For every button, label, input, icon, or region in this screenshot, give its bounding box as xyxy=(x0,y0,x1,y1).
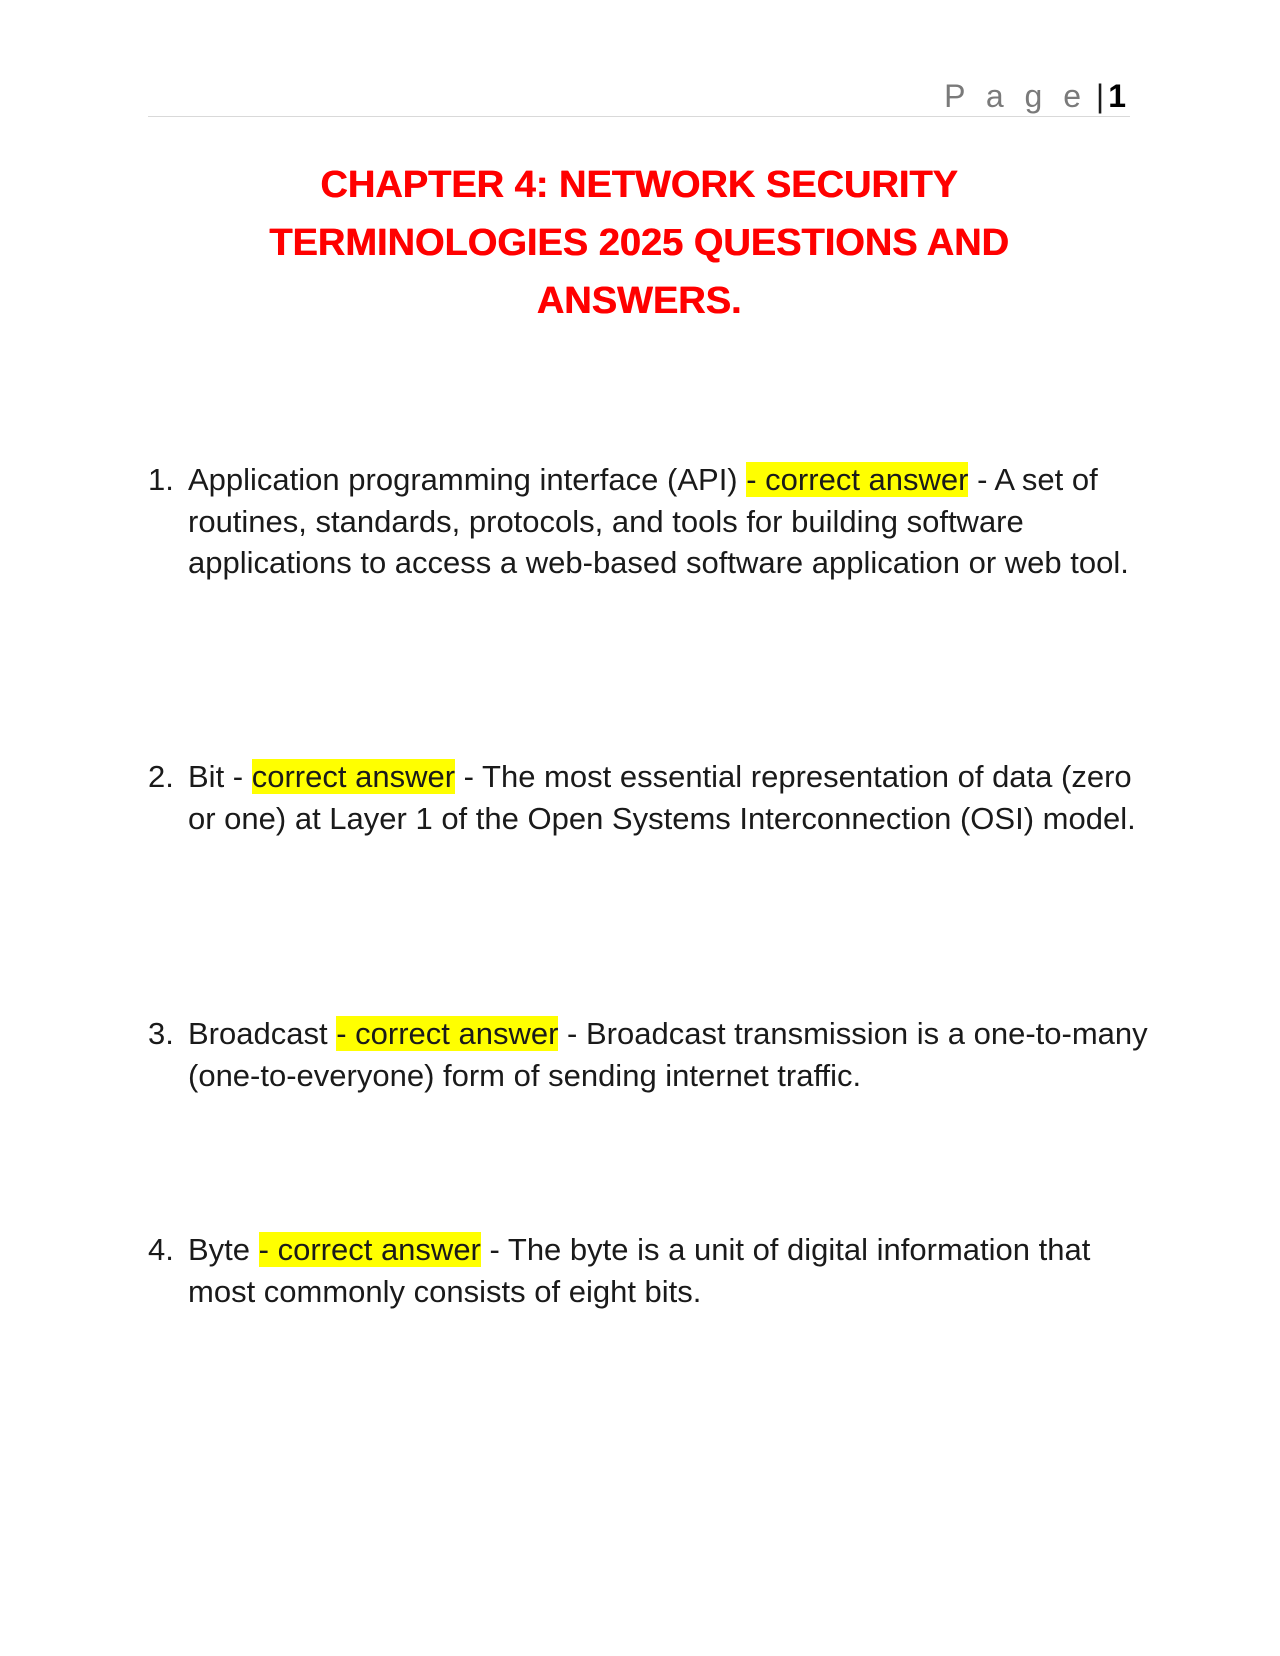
answer-highlight: correct answer xyxy=(251,759,456,794)
question-item-4 xyxy=(148,1229,1148,1312)
question-definition: - Broadcast transmission is a one-to-many (one-to-everyone) form of sending internet traffic. xyxy=(188,1016,1148,1093)
page-number-value: 1 xyxy=(1108,78,1126,114)
question-definition: - The most essential representation of data (zero or one) at Layer 1 of the Open Systems Interconnection (OSI) model. xyxy=(188,759,1136,836)
question-term: Byte xyxy=(188,1232,259,1267)
title-line-2: TERMINOLOGIES 2025 QUESTIONS AND xyxy=(269,222,1009,264)
answer-highlight: - correct answer xyxy=(258,1232,481,1267)
page-number-label xyxy=(944,78,1126,114)
question-item-2 xyxy=(148,756,1148,839)
question-item-3 xyxy=(148,1013,1148,1096)
question-term: Application programming interface (API) xyxy=(188,462,747,497)
question-number: 2. xyxy=(148,759,174,794)
question-body xyxy=(188,756,1148,839)
page-separator: | xyxy=(1095,78,1105,114)
question-body xyxy=(188,1013,1148,1096)
question-body xyxy=(188,1229,1148,1312)
question-term: Broadcast xyxy=(188,1016,337,1051)
title-line-3: ANSWERS. xyxy=(536,280,742,322)
question-item-1 xyxy=(148,459,1148,584)
question-term: Bit - xyxy=(188,759,252,794)
answer-highlight: - correct answer xyxy=(336,1016,559,1051)
question-number: 4. xyxy=(148,1232,174,1267)
question-number: 1. xyxy=(148,462,174,497)
question-definition: - A set of routines, standards, protocols, and tools for building software applications to access a web-based software application or web tool. xyxy=(188,462,1129,580)
page-header xyxy=(148,72,1130,117)
title-line-1: CHAPTER 4: NETWORK SECURITY xyxy=(320,164,958,206)
document-title xyxy=(148,156,1130,330)
page-word: P a g e xyxy=(944,78,1087,114)
question-body xyxy=(188,459,1148,584)
answer-highlight: - correct answer xyxy=(746,462,969,497)
question-definition: - The byte is a unit of digital information that most commonly consists of eight bits. xyxy=(188,1232,1091,1309)
question-number: 3. xyxy=(148,1016,174,1051)
